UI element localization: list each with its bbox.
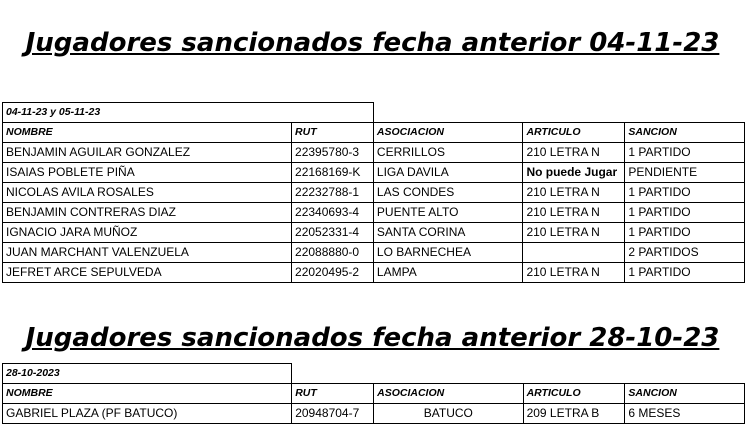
col-header-nombre: NOMBRE <box>3 384 292 404</box>
cell-asociacion: BATUCO <box>374 404 523 424</box>
cell-asociacion: LIGA DAVILA <box>373 163 523 183</box>
table-row <box>3 223 745 243</box>
cell-asociacion: CERRILLOS <box>373 143 523 163</box>
sanctions-table-2 <box>2 363 745 424</box>
cell-sancion: 1 PARTIDO <box>625 263 745 283</box>
date-row <box>3 364 745 384</box>
table-row <box>3 404 745 424</box>
cell-articulo: 210 LETRA N <box>523 203 625 223</box>
cell-rut: 20948704-7 <box>292 404 374 424</box>
cell-rut: 22168169-K <box>292 163 374 183</box>
col-header-articulo: ARTICULO <box>523 123 625 143</box>
col-header-asociacion: ASOCIACION <box>374 384 523 404</box>
cell-sancion: 1 PARTIDO <box>625 143 745 163</box>
cell-nombre: BENJAMIN CONTRERAS DIAZ <box>3 203 292 223</box>
cell-sancion: 1 PARTIDO <box>625 223 745 243</box>
cell-nombre: ISAIAS POBLETE PIÑA <box>3 163 292 183</box>
cell-articulo: 210 LETRA N <box>523 223 625 243</box>
cell-articulo: 209 LETRA B <box>523 404 625 424</box>
cell-articulo <box>523 243 625 263</box>
col-header-sancion: SANCION <box>625 123 745 143</box>
table-row <box>3 163 745 183</box>
cell-sancion: 1 PARTIDO <box>625 183 745 203</box>
empty-cell <box>373 103 744 123</box>
col-header-rut: RUT <box>292 123 374 143</box>
cell-articulo: 210 LETRA N <box>523 263 625 283</box>
col-header-sancion: SANCION <box>625 384 745 404</box>
col-header-articulo: ARTICULO <box>523 384 625 404</box>
header-row <box>3 384 745 404</box>
cell-asociacion: LAS CONDES <box>373 183 523 203</box>
col-header-asociacion: ASOCIACION <box>373 123 523 143</box>
cell-nombre: BENJAMIN AGUILAR GONZALEZ <box>3 143 292 163</box>
cell-nombre: NICOLAS AVILA ROSALES <box>3 183 292 203</box>
table-row <box>3 263 745 283</box>
section2-title: Jugadores sancionados fecha anterior 28-10-23 <box>25 323 720 353</box>
cell-rut: 22395780-3 <box>292 143 374 163</box>
cell-asociacion: LO BARNECHEA <box>373 243 523 263</box>
cell-nombre: IGNACIO JARA MUÑOZ <box>3 223 292 243</box>
cell-articulo: 210 LETRA N <box>523 183 625 203</box>
table-row <box>3 203 745 223</box>
date-label: 28-10-2023 <box>3 364 292 384</box>
cell-rut: 22232788-1 <box>292 183 374 203</box>
cell-sancion: 2 PARTIDOS <box>625 243 745 263</box>
header-row <box>3 123 745 143</box>
cell-nombre: JUAN MARCHANT VALENZUELA <box>3 243 292 263</box>
cell-rut: 22052331-4 <box>292 223 374 243</box>
cell-articulo: No puede Jugar <box>523 163 625 183</box>
cell-articulo: 210 LETRA N <box>523 143 625 163</box>
cell-rut: 22088880-0 <box>292 243 374 263</box>
cell-sancion: 1 PARTIDO <box>625 203 745 223</box>
col-header-rut: RUT <box>292 384 374 404</box>
cell-rut: 22340693-4 <box>292 203 374 223</box>
table-row <box>3 243 745 263</box>
sanctions-table-1 <box>2 102 745 283</box>
cell-asociacion: LAMPA <box>373 263 523 283</box>
cell-nombre: GABRIEL PLAZA (PF BATUCO) <box>3 404 292 424</box>
empty-cell <box>292 364 745 384</box>
section1-title: Jugadores sancionados fecha anterior 04-11-23 <box>25 28 720 58</box>
date-label: 04-11-23 y 05-11-23 <box>3 103 374 123</box>
table-row <box>3 183 745 203</box>
table-row <box>3 143 745 163</box>
cell-asociacion: SANTA CORINA <box>373 223 523 243</box>
col-header-nombre: NOMBRE <box>3 123 292 143</box>
cell-sancion: 6 MESES <box>625 404 745 424</box>
cell-nombre: JEFRET ARCE SEPULVEDA <box>3 263 292 283</box>
cell-rut: 22020495-2 <box>292 263 374 283</box>
cell-sancion: PENDIENTE <box>625 163 745 183</box>
cell-asociacion: PUENTE ALTO <box>373 203 523 223</box>
date-row <box>3 103 745 123</box>
